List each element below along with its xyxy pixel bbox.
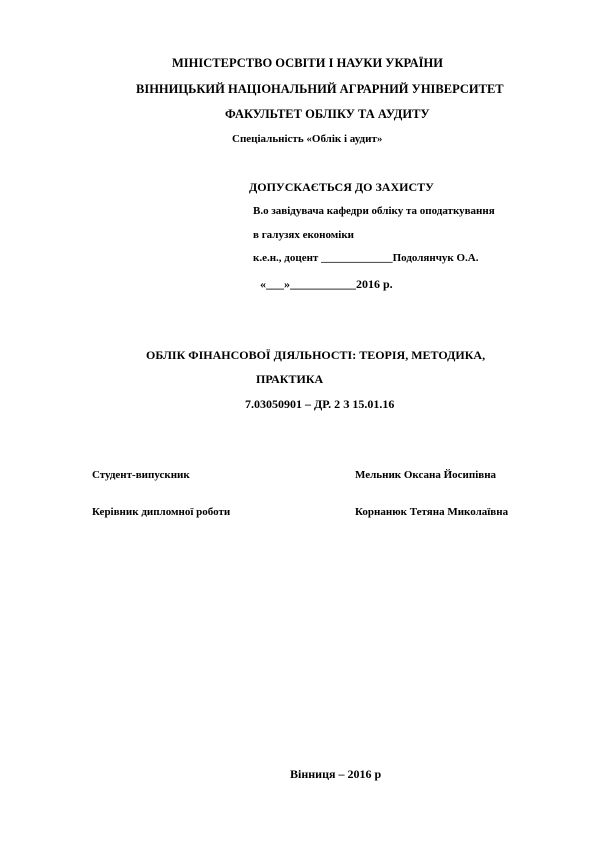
approval-department-line: в галузях економіки <box>253 229 355 241</box>
supervisor-label: Керівник дипломної роботи <box>92 506 231 518</box>
student-label: Студент-випускник <box>92 469 190 481</box>
university-heading: ВІННИЦЬКИЙ НАЦІОНАЛЬНИЙ АГРАРНИЙ УНІВЕРСИТЕТ <box>136 82 504 96</box>
student-name: Мельник Оксана Йосипівна <box>355 469 497 481</box>
ministry-heading: МІНІСТЕРСТВО ОСВІТИ І НАУКИ УКРАЇНИ <box>172 56 443 70</box>
supervisor-name: Корнанюк Тетяна Миколаївна <box>355 506 509 518</box>
thesis-title-line-2: ПРАКТИКА <box>256 372 324 386</box>
approval-position-line: В.о завідувача кафедри обліку та оподаткування <box>253 205 495 217</box>
approval-date-line: «___»___________2016 р. <box>260 277 393 291</box>
specialty-line: Спеціальність «Облік і аудит» <box>232 133 383 145</box>
approval-signature-line: к.е.н., доцент _____________Подолянчук О.А. <box>253 252 479 264</box>
city-year: Вінниця – 2016 р <box>290 767 382 781</box>
thesis-code: 7.03050901 – ДР. 2 З 15.01.16 <box>245 397 395 411</box>
thesis-title-line-1: ОБЛІК ФІНАНСОВОЇ ДІЯЛЬНОСТІ: ТЕОРІЯ, МЕТОДИКА, <box>146 348 486 362</box>
faculty-heading: ФАКУЛЬТЕТ ОБЛІКУ ТА АУДИТУ <box>225 107 430 121</box>
approval-title: ДОПУСКАЄТЬСЯ ДО ЗАХИСТУ <box>249 180 434 194</box>
